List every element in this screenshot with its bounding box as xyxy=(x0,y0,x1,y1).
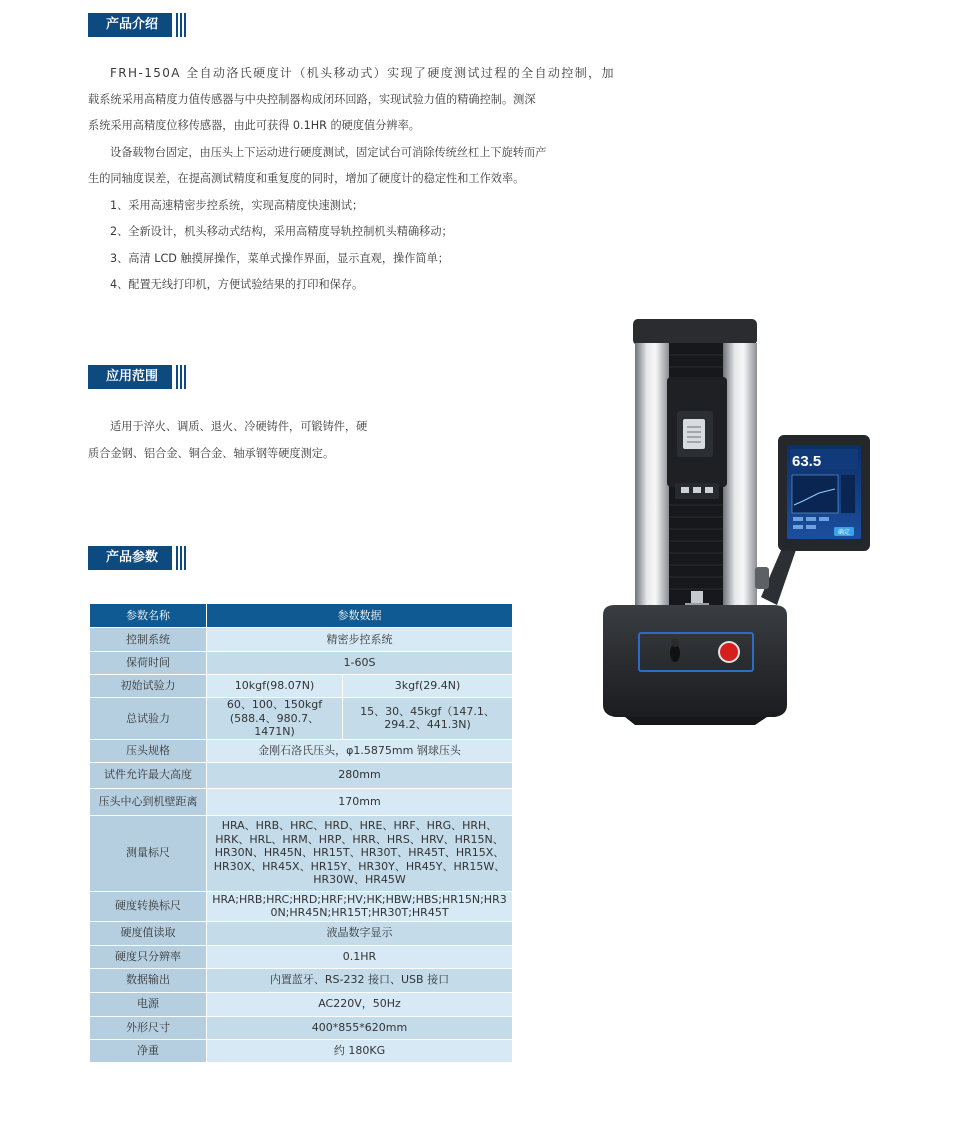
param-value: 280mm xyxy=(207,762,513,788)
table-row xyxy=(90,1039,513,1062)
param-name: 压头中心到机壁距离 xyxy=(90,788,207,815)
param-value: 60、100、150kgf (588.4、980.7、1471N) xyxy=(207,698,343,740)
table-row xyxy=(90,788,513,815)
section-header-application xyxy=(88,365,186,389)
param-value: 3kgf(29.4N) xyxy=(343,675,513,698)
param-value: 170mm xyxy=(207,788,513,815)
intro-text xyxy=(88,60,615,299)
hardness-tester-illustration xyxy=(595,315,875,725)
param-value: 1-60S xyxy=(207,652,513,675)
param-value: HRA;HRB;HRC;HRD;HRF;HV;HK;HBW;HBS;HR15N;HR30N;HR45N;HR15T;HR30T;HR45T xyxy=(207,891,513,921)
application-line: 质合金钢、铝合金、铜合金、轴承钢等硬度测定。 xyxy=(88,447,335,460)
param-name: 电源 xyxy=(90,992,207,1016)
application-line: 适用于淬火、调质、退火、冷硬铸件，可锻铸件，硬 xyxy=(110,420,368,433)
param-value: 10kgf(98.07N) xyxy=(207,675,343,698)
product-image xyxy=(595,315,875,725)
param-name: 压头规格 xyxy=(90,739,207,762)
header-bars-decoration xyxy=(174,365,186,389)
param-name: 外形尺寸 xyxy=(90,1016,207,1039)
table-row xyxy=(90,652,513,675)
param-value: 精密步控系统 xyxy=(207,628,513,652)
confirm-button-label: 确定 xyxy=(838,529,851,536)
section-header-params xyxy=(88,546,186,570)
table-row xyxy=(90,815,513,891)
param-value: AC220V，50Hz xyxy=(207,992,513,1016)
table-row xyxy=(90,628,513,652)
emergency-stop-icon xyxy=(720,643,738,661)
table-row xyxy=(90,992,513,1016)
param-value: 金刚石洛氏压头，φ1.5875mm 钢球压头 xyxy=(207,739,513,762)
intro-line: FRH-150A 全自动洛氏硬度计（机头移动式）实现了硬度测试过程的全自动控制，加 xyxy=(110,66,615,80)
table-row xyxy=(90,968,513,992)
param-name: 控制系统 xyxy=(90,628,207,652)
intro-line: 设备载物台固定，由压头上下运动进行硬度测试，固定试台可消除传统丝杠上下旋转而产 xyxy=(110,145,547,159)
param-value: 15、30、45kgf（147.1、294.2、441.3N) xyxy=(343,698,513,740)
param-name: 硬度只分辨率 xyxy=(90,945,207,968)
param-value: 液晶数字显示 xyxy=(207,921,513,945)
table-row xyxy=(90,698,513,740)
feature-item: 3、高清 LCD 触摸屏操作，菜单式操作界面，显示直观，操作简单； xyxy=(110,251,449,265)
section-title: 应用范围 xyxy=(88,365,172,389)
table-row xyxy=(90,762,513,788)
feature-item: 4、配置无线打印机，方便试验结果的打印和保存。 xyxy=(110,278,364,291)
param-name: 初始试验力 xyxy=(90,675,207,698)
spec-table xyxy=(89,603,513,1063)
param-name: 保荷时间 xyxy=(90,652,207,675)
machine-base xyxy=(603,605,787,717)
header-bars-decoration xyxy=(174,546,186,570)
application-text xyxy=(88,413,418,467)
param-value: 0.1HR xyxy=(207,945,513,968)
param-value: 内置蓝牙、RS-232 接口、USB 接口 xyxy=(207,968,513,992)
section-title: 产品参数 xyxy=(88,546,172,570)
intro-line: 系统采用高精度位移传感器，由此可获得 0.1HR 的硬度值分辨率。 xyxy=(88,119,420,132)
table-header-row xyxy=(90,604,513,628)
table-row xyxy=(90,739,513,762)
section-header-intro xyxy=(88,13,186,37)
param-name: 硬度转换标尺 xyxy=(90,891,207,921)
right-column xyxy=(723,343,757,613)
param-name: 数据输出 xyxy=(90,968,207,992)
header-param-name: 参数名称 xyxy=(90,604,207,628)
table-row xyxy=(90,945,513,968)
feature-item: 1、采用高速精密步控系统，实现高精度快速测试； xyxy=(110,198,364,212)
param-name: 总试验力 xyxy=(90,698,207,740)
header-bars-decoration xyxy=(174,13,186,37)
intro-line: 生的同轴度误差，在提高测试精度和重复度的同时，增加了硬度计的稳定性和工作效率。 xyxy=(88,172,525,185)
intro-line: 载系统采用高精度力值传感器与中央控制器构成闭环回路，实现试验力值的精确控制。测深 xyxy=(88,92,536,106)
feature-item: 2、全新设计，机头移动式结构，采用高精度导轨控制机头精确移动； xyxy=(110,225,453,238)
table-row xyxy=(90,675,513,698)
param-name: 净重 xyxy=(90,1039,207,1062)
param-name: 硬度值读取 xyxy=(90,921,207,945)
param-name: 试件允许最大高度 xyxy=(90,762,207,788)
hardness-reading: 63.5 xyxy=(792,453,822,470)
table-row xyxy=(90,921,513,945)
table-row xyxy=(90,891,513,921)
param-name: 测量标尺 xyxy=(90,815,207,891)
header-param-value: 参数数据 xyxy=(207,604,513,628)
table-row xyxy=(90,1016,513,1039)
top-cap xyxy=(633,319,757,345)
left-column xyxy=(635,343,669,613)
param-value: 约 180KG xyxy=(207,1039,513,1062)
section-title: 产品介绍 xyxy=(88,13,172,37)
param-value: HRA、HRB、HRC、HRD、HRE、HRF、HRG、HRH、HRK、HRL、HRM、HRP、HRR、HRS、HRV、HR15N、HR30N、HR45N、HR15T、HR30T、HR45T、HR15X、HR30X、HR45X、HR15Y、HR30Y、HR45Y、HR15W、HR30W、HR45W xyxy=(207,815,513,891)
param-value: 400*855*620mm xyxy=(207,1016,513,1039)
